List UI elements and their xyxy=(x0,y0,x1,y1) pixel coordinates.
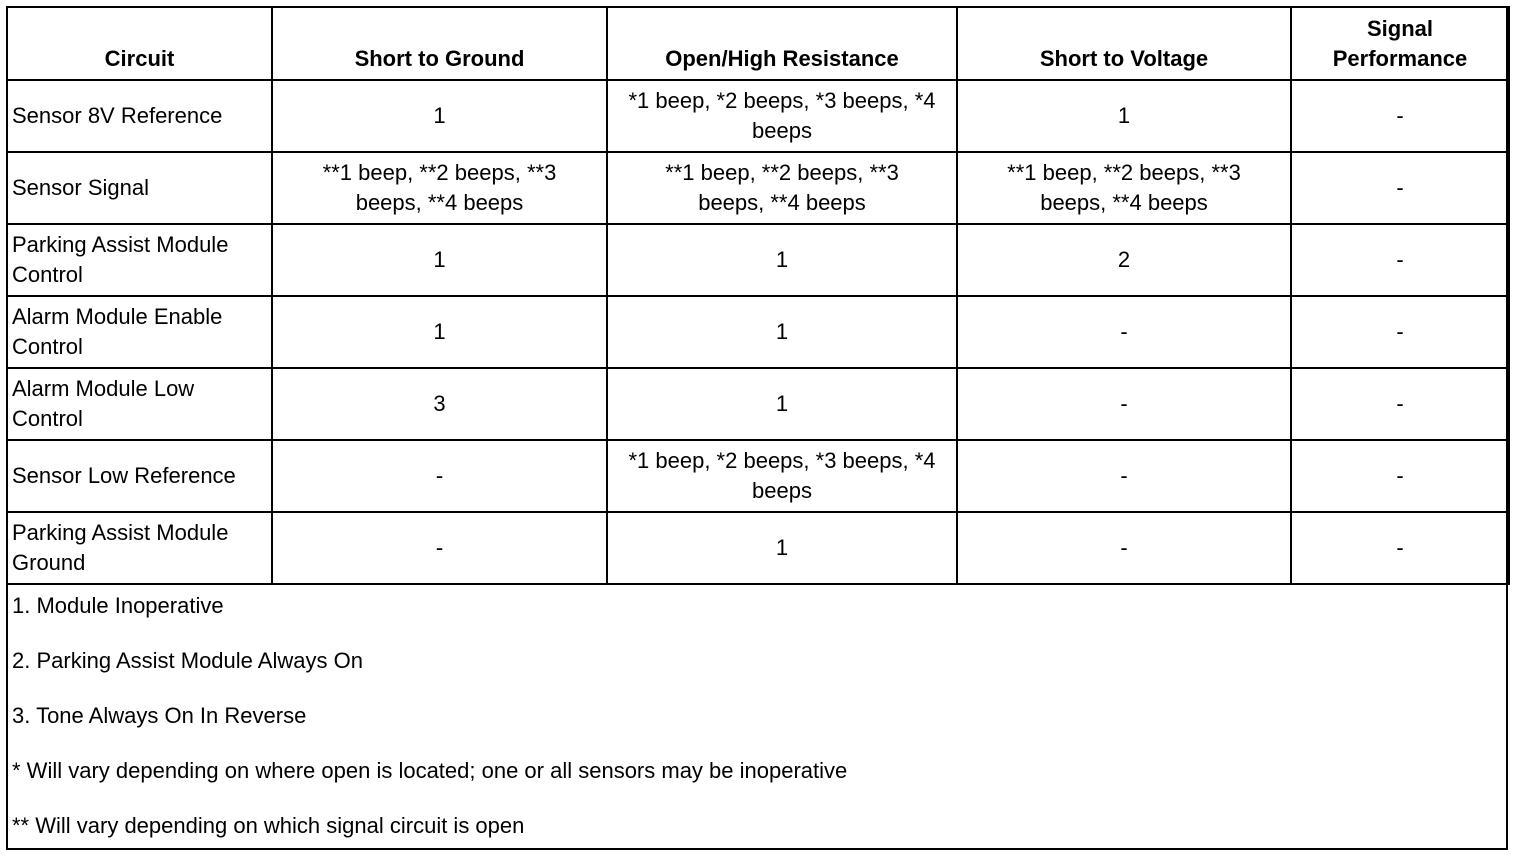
short-to-voltage-cell: - xyxy=(957,512,1291,584)
short-to-ground-cell: 1 xyxy=(272,80,607,152)
circuit-fault-table xyxy=(6,6,1510,585)
signal-performance-cell: - xyxy=(1291,296,1509,368)
signal-performance-cell: - xyxy=(1291,80,1509,152)
table-row xyxy=(7,224,1509,296)
table-row xyxy=(7,440,1509,512)
circuit-cell: Alarm Module Low Control xyxy=(7,368,272,440)
open-high-resistance-cell: 1 xyxy=(607,512,957,584)
footnote: 2. Parking Assist Module Always On xyxy=(12,648,363,673)
signal-performance-cell: - xyxy=(1291,440,1509,512)
table-row xyxy=(7,152,1509,224)
open-high-resistance-cell: 1 xyxy=(607,224,957,296)
circuit-cell: Parking Assist Module Control xyxy=(7,224,272,296)
signal-performance-cell: - xyxy=(1291,224,1509,296)
footnote: 3. Tone Always On In Reverse xyxy=(12,703,307,728)
footnote: * Will vary depending on where open is located; one or all sensors may be inoperative xyxy=(12,758,848,783)
header-signal-performance: Signal Performance xyxy=(1291,7,1509,80)
open-high-resistance-cell: **1 beep, **2 beeps, **3 beeps, **4 beeps xyxy=(607,152,957,224)
footnote: ** Will vary depending on which signal circuit is open xyxy=(12,813,525,838)
short-to-voltage-cell: **1 beep, **2 beeps, **3 beeps, **4 beeps xyxy=(957,152,1291,224)
short-to-voltage-cell: 2 xyxy=(957,224,1291,296)
header-short-to-voltage: Short to Voltage xyxy=(957,7,1291,80)
short-to-ground-cell: - xyxy=(272,512,607,584)
circuit-cell: Sensor 8V Reference xyxy=(7,80,272,152)
short-to-voltage-cell: - xyxy=(957,296,1291,368)
table-row xyxy=(7,368,1509,440)
open-high-resistance-cell: *1 beep, *2 beeps, *3 beeps, *4 beeps xyxy=(607,80,957,152)
short-to-voltage-cell: - xyxy=(957,368,1291,440)
circuit-cell: Parking Assist Module Ground xyxy=(7,512,272,584)
footnotes xyxy=(12,585,1502,860)
short-to-ground-cell: 3 xyxy=(272,368,607,440)
short-to-ground-cell: - xyxy=(272,440,607,512)
short-to-voltage-cell: - xyxy=(957,440,1291,512)
short-to-voltage-cell: 1 xyxy=(957,80,1291,152)
signal-performance-cell: - xyxy=(1291,368,1509,440)
short-to-ground-cell: 1 xyxy=(272,224,607,296)
footnote: 1. Module Inoperative xyxy=(12,593,224,618)
signal-performance-cell: - xyxy=(1291,512,1509,584)
table-row xyxy=(7,80,1509,152)
short-to-ground-cell: **1 beep, **2 beeps, **3 beeps, **4 beeps xyxy=(272,152,607,224)
header-short-to-ground: Short to Ground xyxy=(272,7,607,80)
table-row xyxy=(7,512,1509,584)
circuit-cell: Sensor Signal xyxy=(7,152,272,224)
open-high-resistance-cell: 1 xyxy=(607,368,957,440)
table-row xyxy=(7,296,1509,368)
header-circuit: Circuit xyxy=(7,7,272,80)
short-to-ground-cell: 1 xyxy=(272,296,607,368)
circuit-cell: Alarm Module Enable Control xyxy=(7,296,272,368)
signal-performance-cell: - xyxy=(1291,152,1509,224)
open-high-resistance-cell: *1 beep, *2 beeps, *3 beeps, *4 beeps xyxy=(607,440,957,512)
open-high-resistance-cell: 1 xyxy=(607,296,957,368)
header-open-high-resistance: Open/High Resistance xyxy=(607,7,957,80)
circuit-cell: Sensor Low Reference xyxy=(7,440,272,512)
header-row xyxy=(7,7,1509,80)
